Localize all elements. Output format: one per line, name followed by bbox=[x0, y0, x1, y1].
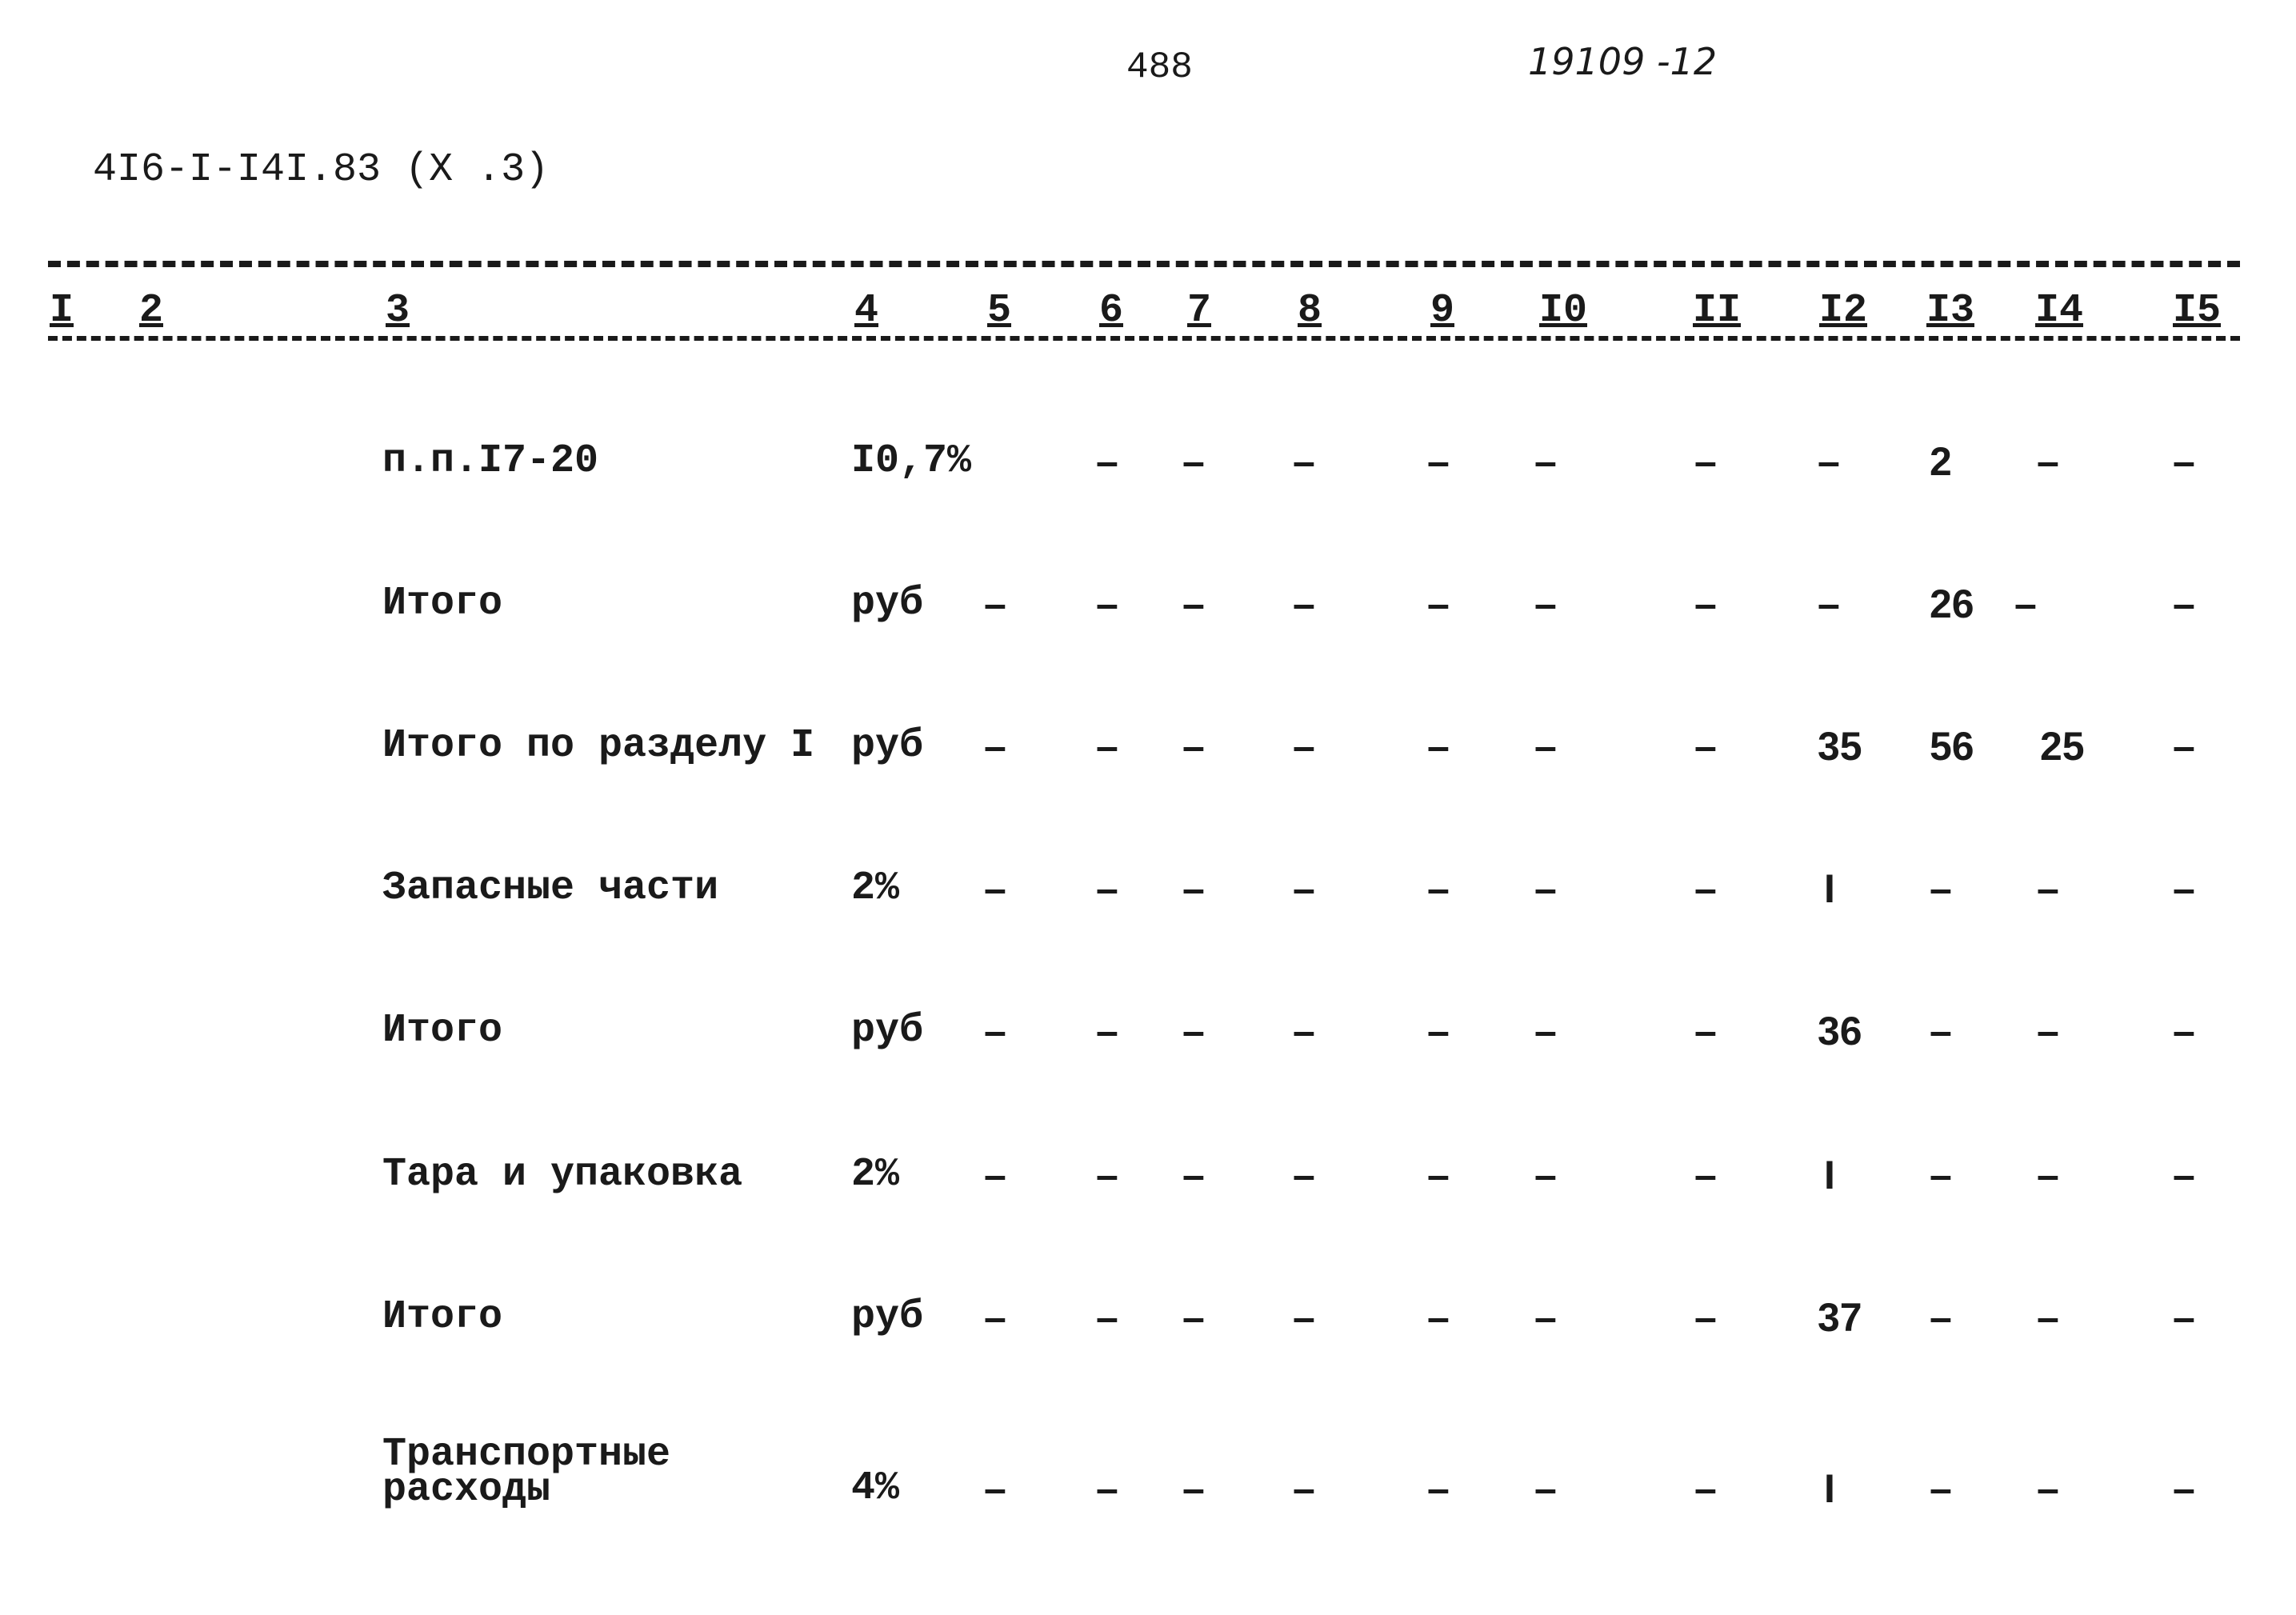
row-label: Итого bbox=[382, 1294, 503, 1340]
row-unit: 2% bbox=[851, 1152, 900, 1197]
cell-col-9: – bbox=[1427, 439, 1450, 484]
cell-col-9: – bbox=[1427, 582, 1450, 626]
cell-col-9: – bbox=[1427, 1295, 1450, 1340]
cell-col-13: 26 bbox=[1930, 582, 1974, 626]
cell-col-8: – bbox=[1293, 866, 1315, 911]
cell-col-7: – bbox=[1182, 439, 1205, 484]
cell-col-7: – bbox=[1182, 1466, 1205, 1511]
cell-col-13: 56 bbox=[1930, 724, 1974, 769]
row-label: Запасные части bbox=[382, 865, 719, 911]
cell-col-9: – bbox=[1427, 866, 1450, 911]
cell-col-5: – bbox=[984, 1153, 1006, 1197]
row-label-line-1: Транспортные bbox=[382, 1432, 671, 1477]
header-rule bbox=[48, 336, 2240, 341]
cell-col-13: – bbox=[1930, 1295, 1952, 1340]
column-number: 3 bbox=[382, 288, 413, 334]
cell-col-6: – bbox=[1096, 1009, 1118, 1053]
cell-col-5: – bbox=[984, 582, 1006, 626]
column-number: 9 bbox=[1427, 288, 1458, 334]
cell-col-12: 35 bbox=[1818, 724, 1862, 769]
cell-col-8: – bbox=[1293, 439, 1315, 484]
column-number: 8 bbox=[1294, 288, 1325, 334]
table-row bbox=[0, 1432, 2296, 1533]
cell-col-9: – bbox=[1427, 1009, 1450, 1053]
cell-col-13: 2 bbox=[1930, 439, 1952, 484]
cell-col-11: – bbox=[1694, 1466, 1717, 1511]
column-number: 7 bbox=[1184, 288, 1214, 334]
cell-col-14: – bbox=[2037, 866, 2059, 911]
cell-col-7: – bbox=[1182, 1295, 1205, 1340]
cell-col-10: – bbox=[1534, 724, 1557, 769]
cell-col-10: – bbox=[1534, 1466, 1557, 1511]
cell-col-9: – bbox=[1427, 1153, 1450, 1197]
cell-col-13: – bbox=[1930, 1153, 1952, 1197]
cell-col-14: – bbox=[2014, 582, 2037, 626]
column-number: I3 bbox=[1923, 288, 1978, 334]
column-number-header bbox=[0, 288, 2296, 360]
row-unit: руб bbox=[851, 1008, 924, 1053]
cell-col-10: – bbox=[1534, 439, 1557, 484]
cell-col-7: – bbox=[1182, 1009, 1205, 1053]
table-row bbox=[0, 865, 2296, 937]
cell-col-15: – bbox=[2173, 439, 2195, 484]
cell-col-7: – bbox=[1182, 866, 1205, 911]
cell-col-14: – bbox=[2037, 1153, 2059, 1197]
document-stamp: 19109 -12 bbox=[1528, 40, 1718, 83]
row-unit: 4% bbox=[851, 1465, 900, 1511]
cell-col-5: – bbox=[984, 1466, 1006, 1511]
column-number: I2 bbox=[1816, 288, 1870, 334]
cell-col-11: – bbox=[1694, 724, 1717, 769]
cell-col-15: – bbox=[2173, 866, 2195, 911]
cell-col-6: – bbox=[1096, 439, 1118, 484]
column-number: I0 bbox=[1536, 288, 1590, 334]
document-code: 4I6-I-I4I.83 (X .3) bbox=[93, 147, 550, 193]
cell-col-15: – bbox=[2173, 1466, 2195, 1511]
cell-col-15: – bbox=[2173, 1153, 2195, 1197]
cell-col-8: – bbox=[1293, 1009, 1315, 1053]
row-unit: руб bbox=[851, 581, 924, 626]
cell-col-8: – bbox=[1293, 724, 1315, 769]
cell-col-10: – bbox=[1534, 866, 1557, 911]
cell-col-7: – bbox=[1182, 582, 1205, 626]
table-row bbox=[0, 1008, 2296, 1080]
cell-col-12: I bbox=[1824, 866, 1835, 911]
row-label: Итого по разделу I bbox=[382, 723, 815, 769]
cell-col-8: – bbox=[1293, 1153, 1315, 1197]
cell-col-12: 36 bbox=[1818, 1009, 1862, 1053]
table-row bbox=[0, 1294, 2296, 1366]
row-label: Тара и упаковка bbox=[382, 1152, 743, 1197]
cell-col-12: 37 bbox=[1818, 1295, 1862, 1340]
cell-col-12: I bbox=[1824, 1466, 1835, 1511]
cell-col-5: – bbox=[984, 1295, 1006, 1340]
column-number: 2 bbox=[136, 288, 166, 334]
cell-col-8: – bbox=[1293, 1466, 1315, 1511]
separator-line bbox=[48, 261, 2240, 267]
cell-col-11: – bbox=[1694, 1153, 1717, 1197]
column-number: I4 bbox=[2032, 288, 2086, 334]
column-number: 6 bbox=[1096, 288, 1126, 334]
cell-col-6: – bbox=[1096, 724, 1118, 769]
cell-col-15: – bbox=[2173, 1009, 2195, 1053]
cell-col-13: – bbox=[1930, 866, 1952, 911]
cell-col-5: – bbox=[984, 1009, 1006, 1053]
cell-col-14: 25 bbox=[2040, 724, 2085, 769]
column-number: 5 bbox=[984, 288, 1014, 334]
cell-col-12: – bbox=[1818, 582, 1840, 626]
cell-col-6: – bbox=[1096, 1466, 1118, 1511]
cell-col-11: – bbox=[1694, 866, 1717, 911]
row-unit: I0,7% bbox=[851, 438, 972, 484]
page-number: 488 bbox=[1126, 46, 1193, 88]
cell-col-10: – bbox=[1534, 582, 1557, 626]
cell-col-14: – bbox=[2037, 439, 2059, 484]
cell-col-12: I bbox=[1824, 1153, 1835, 1197]
cell-col-6: – bbox=[1096, 1153, 1118, 1197]
cell-col-10: – bbox=[1534, 1009, 1557, 1053]
cell-col-11: – bbox=[1694, 582, 1717, 626]
row-label: Итого bbox=[382, 1008, 503, 1053]
row-label-line-2: расходы bbox=[382, 1467, 551, 1513]
cell-col-6: – bbox=[1096, 1295, 1118, 1340]
cell-col-5: – bbox=[984, 724, 1006, 769]
cell-col-14: – bbox=[2037, 1009, 2059, 1053]
cell-col-15: – bbox=[2173, 724, 2195, 769]
column-number: I5 bbox=[2170, 288, 2224, 334]
cell-col-8: – bbox=[1293, 1295, 1315, 1340]
cell-col-11: – bbox=[1694, 1009, 1717, 1053]
cell-col-12: – bbox=[1818, 439, 1840, 484]
cell-col-5: – bbox=[984, 866, 1006, 911]
cell-col-10: – bbox=[1534, 1295, 1557, 1340]
cell-col-14: – bbox=[2037, 1295, 2059, 1340]
row-unit: руб bbox=[851, 1294, 924, 1340]
column-number: II bbox=[1690, 288, 1744, 334]
cell-col-13: – bbox=[1930, 1466, 1952, 1511]
cell-col-10: – bbox=[1534, 1153, 1557, 1197]
cell-col-6: – bbox=[1096, 582, 1118, 626]
column-number: I bbox=[46, 288, 77, 334]
cell-col-13: – bbox=[1930, 1009, 1952, 1053]
cell-col-6: – bbox=[1096, 866, 1118, 911]
cell-col-14: – bbox=[2037, 1466, 2059, 1511]
table-row bbox=[0, 1152, 2296, 1224]
column-number: 4 bbox=[851, 288, 882, 334]
cell-col-11: – bbox=[1694, 1295, 1717, 1340]
row-unit: 2% bbox=[851, 865, 900, 911]
table-row bbox=[0, 438, 2296, 510]
row-label: Итого bbox=[382, 581, 503, 626]
row-label: п.п.I7-20 bbox=[382, 438, 599, 484]
cell-col-15: – bbox=[2173, 1295, 2195, 1340]
cell-col-9: – bbox=[1427, 724, 1450, 769]
cell-col-15: – bbox=[2173, 582, 2195, 626]
cell-col-11: – bbox=[1694, 439, 1717, 484]
cell-col-8: – bbox=[1293, 582, 1315, 626]
cell-col-7: – bbox=[1182, 1153, 1205, 1197]
table-row bbox=[0, 581, 2296, 653]
cell-col-9: – bbox=[1427, 1466, 1450, 1511]
cell-col-7: – bbox=[1182, 724, 1205, 769]
table-row bbox=[0, 723, 2296, 795]
row-unit: руб bbox=[851, 723, 924, 769]
